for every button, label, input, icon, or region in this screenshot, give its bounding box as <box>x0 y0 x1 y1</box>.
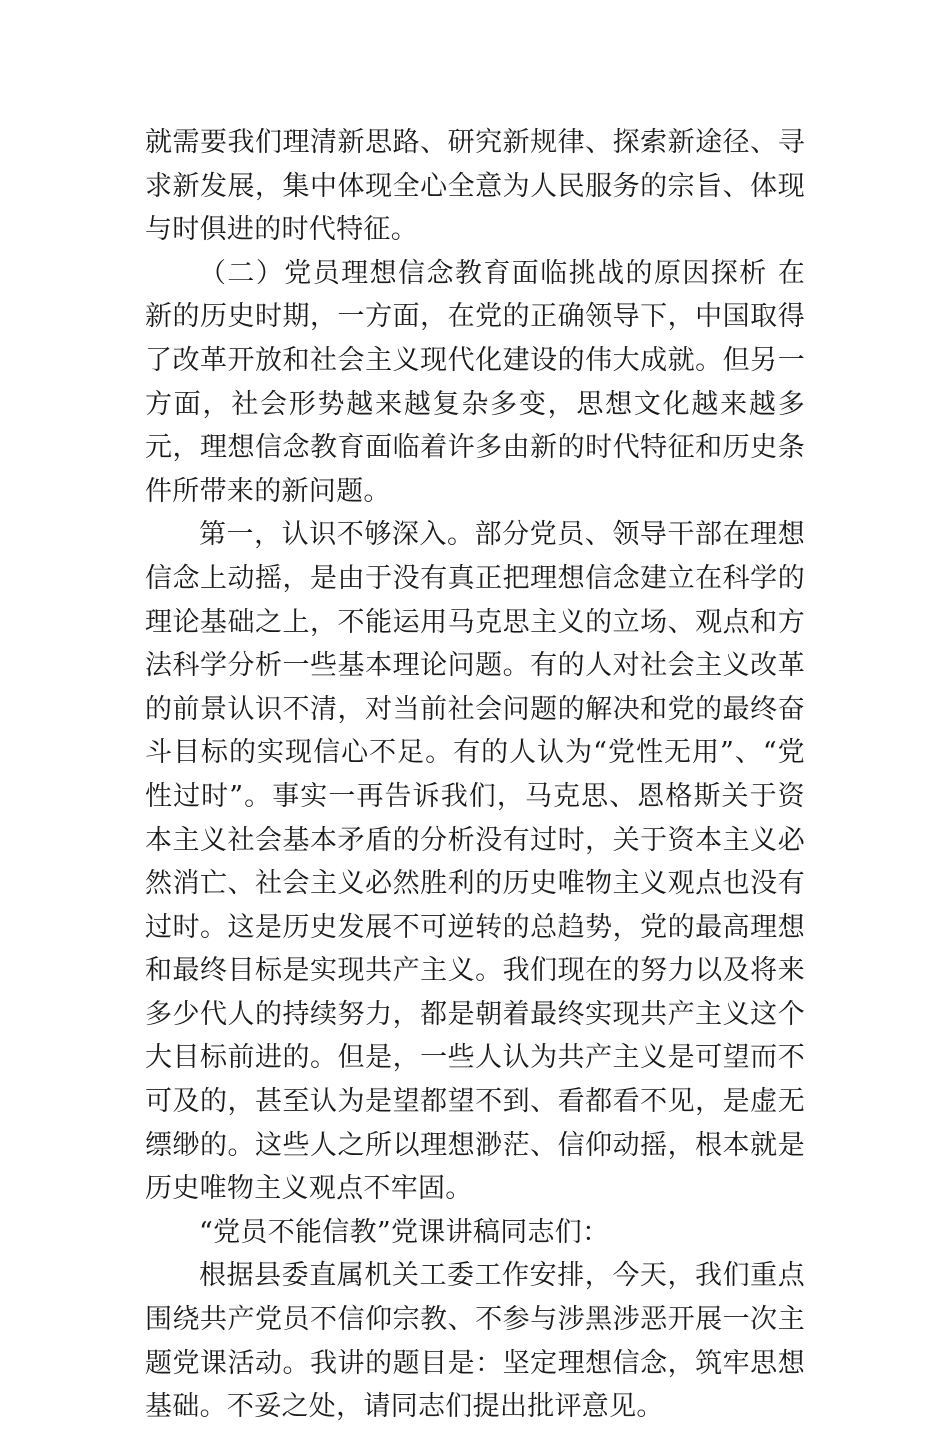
paragraph-lecture-title: “党员不能信教”党课讲稿同志们： <box>199 1216 610 1248</box>
paragraph-first-point: 第一，认识不够深入。部分党员、领导干部在理想信念上动摇，是由于没有真正把理想信念建立在科学的理论基础之上，不能运用马克思主义的立场、观点和方法科学分析一些基本理论问题。有的人对社会主义改革的前景认识不清，对当前社会问题的解决和党的最终奋斗目标的实现信心不足。有的人认为“党性无用”、“党性过时”。事实一再告诉我们，马克思、恩格斯关于资本主义社会基本矛盾的分析没有过时，关于资本主义必然消亡、社会主义必然胜利的历史唯物主义观点也没有过时。这是历史发展不可逆转的总趋势，党的最高理想和最终目标是实现共产主义。我们现在的努力以及将来多少代人的持续努力，都是朝着最终实现共产主义这个大目标前进的。但是，一些人认为共产主义是可望而不可及的，甚至认为是望都望不到、看都看不见，是虚无缥缈的。这些人之所以理想渺茫、信仰动摇，根本就是历史唯物主义观点不牢固。 <box>145 519 805 1205</box>
paragraph-continuation: 就需要我们理清新思路、研究新规律、探索新途径、寻求新发展，集中体现全心全意为人民服务的宗旨、体现与时俱进的时代特征。 <box>145 127 805 246</box>
paragraph-lecture-intro: 根据县委直属机关工委工作安排，今天，我们重点围绕共产党员不信仰宗教、不参与涉黑涉恶开展一次主题党课活动。我讲的题目是：坚定理想信念，筑牢思想基础。不妥之处，请同志们提出批评意见。 <box>145 1260 805 1423</box>
paragraph-section-heading: （二）党员理想信念教育面临挑战的原因探析 在新的历史时期，一方面，在党的正确领导下，中国取得了改革开放和社会主义现代化建设的伟大成就。但另一方面，社会形势越来越复杂多变，思想文化越来越多元，理想信念教育面临着许多由新的时代特征和历史条件所带来的新问题。 <box>145 257 805 507</box>
body-text <box>145 121 805 1429</box>
